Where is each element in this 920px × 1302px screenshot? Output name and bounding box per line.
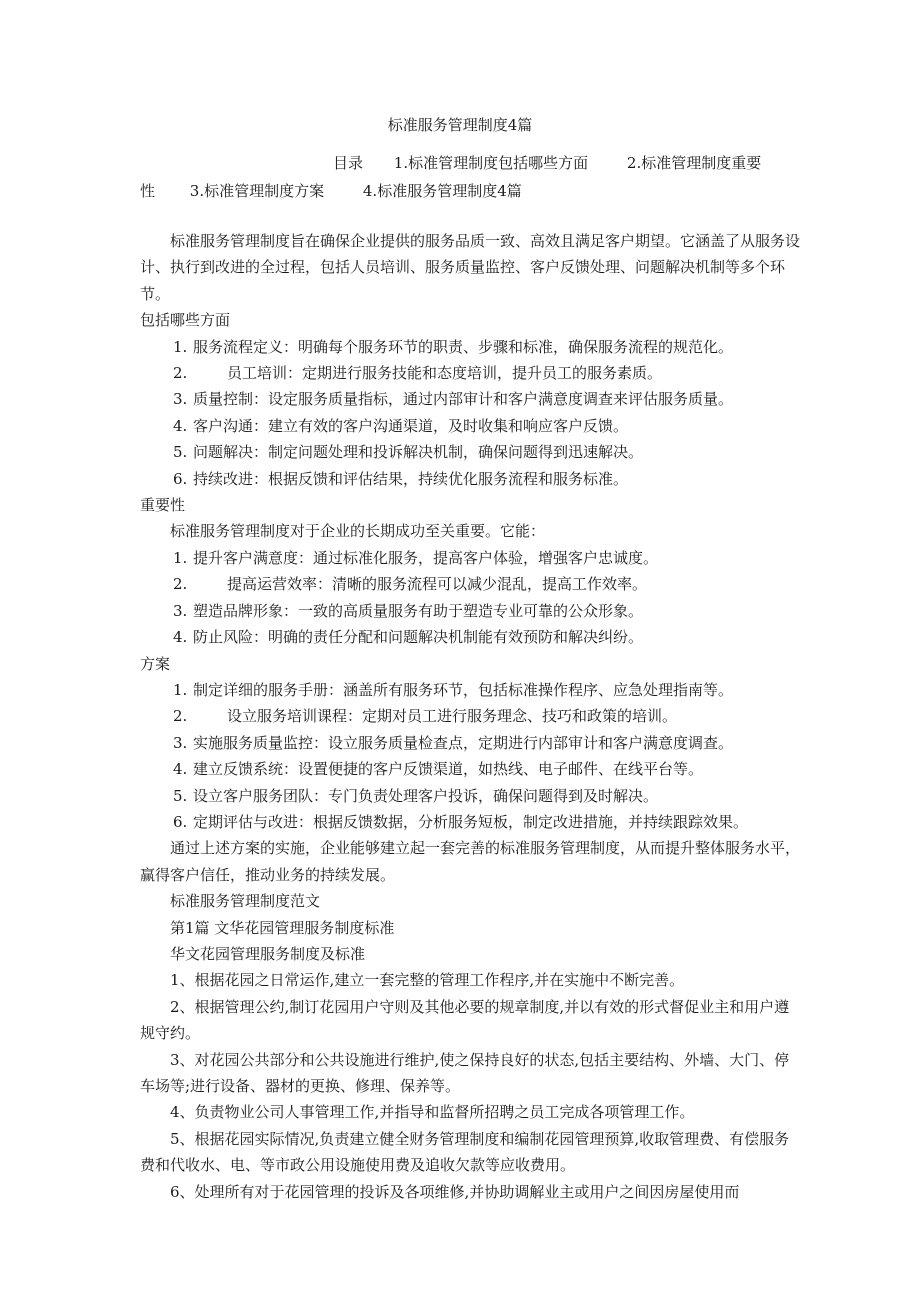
section-heading: 方案	[140, 654, 171, 673]
list-item: 1. 制定详细的服务手册：涵盖所有服务环节，包括标准操作程序、应急处理指南等。	[173, 680, 734, 699]
list-item: 3. 塑造品牌形象：一致的高质量服务有助于塑造专业可靠的公众形象。	[173, 601, 644, 620]
toc-item: 4.标准服务管理制度4篇	[362, 182, 522, 200]
article-item: 3、对花园公共部分和公共设施进行维护,使之保持良好的状态,包括主要结构、外墙、大门、停车场等;进行设备、器材的更换、修理、保养等。	[140, 1050, 790, 1095]
article-item: 1、根据花园之日常运作,建立一套完整的管理工作程序,并在实施中不断完善。	[170, 971, 685, 990]
article-item: 2、根据管理公约,制订花园用户守则及其他必要的规章制度,并以有效的形式督促业主和用户遵规守约。	[140, 997, 790, 1043]
list-item: 2. 设立服务培训课程：定期对员工进行服务理念、技巧和政策的培训。	[173, 707, 678, 726]
intro-paragraph: 标准服务管理制度旨在确保企业提供的服务品质一致、高效且满足客户期望。它涵盖了从服务设计、执行到改进的全过程，包括人员培训、服务质量监控、客户反馈处理、问题解决机制等多个环节。	[140, 232, 801, 303]
list-item: 2. 提高运营效率：清晰的服务流程可以减少混乱，提高工作效率。	[173, 575, 648, 594]
article-subtitle: 华文花园管理服务制度及标准	[170, 944, 366, 963]
document-title: 标准服务管理制度4篇	[387, 116, 533, 134]
article-item: 4、负责物业公司人事管理工作,并指导和监督所招聘之员工完成各项管理工作。	[170, 1103, 695, 1122]
table-of-contents-line-2	[140, 180, 522, 201]
table-of-contents-line-1	[333, 152, 761, 173]
list-item: 4. 建立反馈系统：设置便捷的客户反馈渠道，如热线、电子邮件、在线平台等。	[173, 760, 704, 779]
list-item: 6. 持续改进：根据反馈和评估结果，持续优化服务流程和服务标准。	[173, 469, 629, 488]
list-item: 4. 客户沟通：建立有效的客户沟通渠道，及时收集和响应客户反馈。	[173, 416, 629, 435]
document-body	[140, 228, 800, 1205]
list-item: 1. 提升客户满意度：通过标准化服务，提高客户体验，增强客户忠诚度。	[173, 548, 659, 567]
toc-item: 1.标准管理制度包括哪些方面	[393, 154, 589, 172]
list-item: 4. 防止风险：明确的责任分配和问题解决机制能有效预防和解决纠纷。	[173, 628, 644, 647]
toc-item-continuation: 性	[140, 182, 156, 200]
list-item: 5. 设立客户服务团队：专门负责处理客户投诉，确保问题得到及时解决。	[173, 786, 659, 805]
list-item: 3. 质量控制：设定服务质量指标，通过内部审计和客户满意度调查来评估服务质量。	[173, 390, 734, 409]
section-lead: 标准服务管理制度对于企业的长期成功至关重要。它能：	[170, 522, 546, 541]
toc-item: 2.标准管理制度重要	[626, 154, 762, 172]
list-item: 3. 实施服务质量监控：设立服务质量检查点，定期进行内部审计和客户满意度调查。	[173, 733, 734, 752]
section-heading: 重要性	[140, 496, 186, 515]
section-heading: 包括哪些方面	[140, 311, 231, 330]
list-item: 6. 定期评估与改进：根据反馈数据，分析服务短板，制定改进措施，并持续跟踪效果。	[173, 812, 749, 831]
article-item: 5、根据花园实际情况,负责建立健全财务管理制度和编制花园管理预算,收取管理费、有偿服务费和代收水、电、等市政公用设施使用费及追收欠款等应收费用。	[140, 1129, 790, 1175]
list-item: 1. 服务流程定义：明确每个服务环节的职责、步骤和标准，确保服务流程的规范化。	[173, 337, 734, 356]
article-title: 第1篇 文华花园管理服务制度标准	[170, 918, 395, 937]
article-item: 6、处理所有对于花园管理的投诉及各项维修,并协助调解业主或用户之间因房屋使用而	[170, 1182, 740, 1201]
list-item: 5. 问题解决：制定问题处理和投诉解决机制，确保问题得到迅速解决。	[173, 443, 644, 462]
toc-label: 目录	[333, 154, 364, 172]
conclusion-paragraph: 通过上述方案的实施，企业能够建立起一套完善的标准服务管理制度，从而提升整体服务水平，赢得客户信任，推动业务的持续发展。	[140, 839, 801, 884]
section-heading: 标准服务管理制度范文	[170, 892, 321, 911]
list-item: 2. 员工培训：定期进行服务技能和态度培训，提升员工的服务素质。	[173, 364, 663, 383]
toc-item: 3.标准管理制度方案	[189, 182, 325, 200]
